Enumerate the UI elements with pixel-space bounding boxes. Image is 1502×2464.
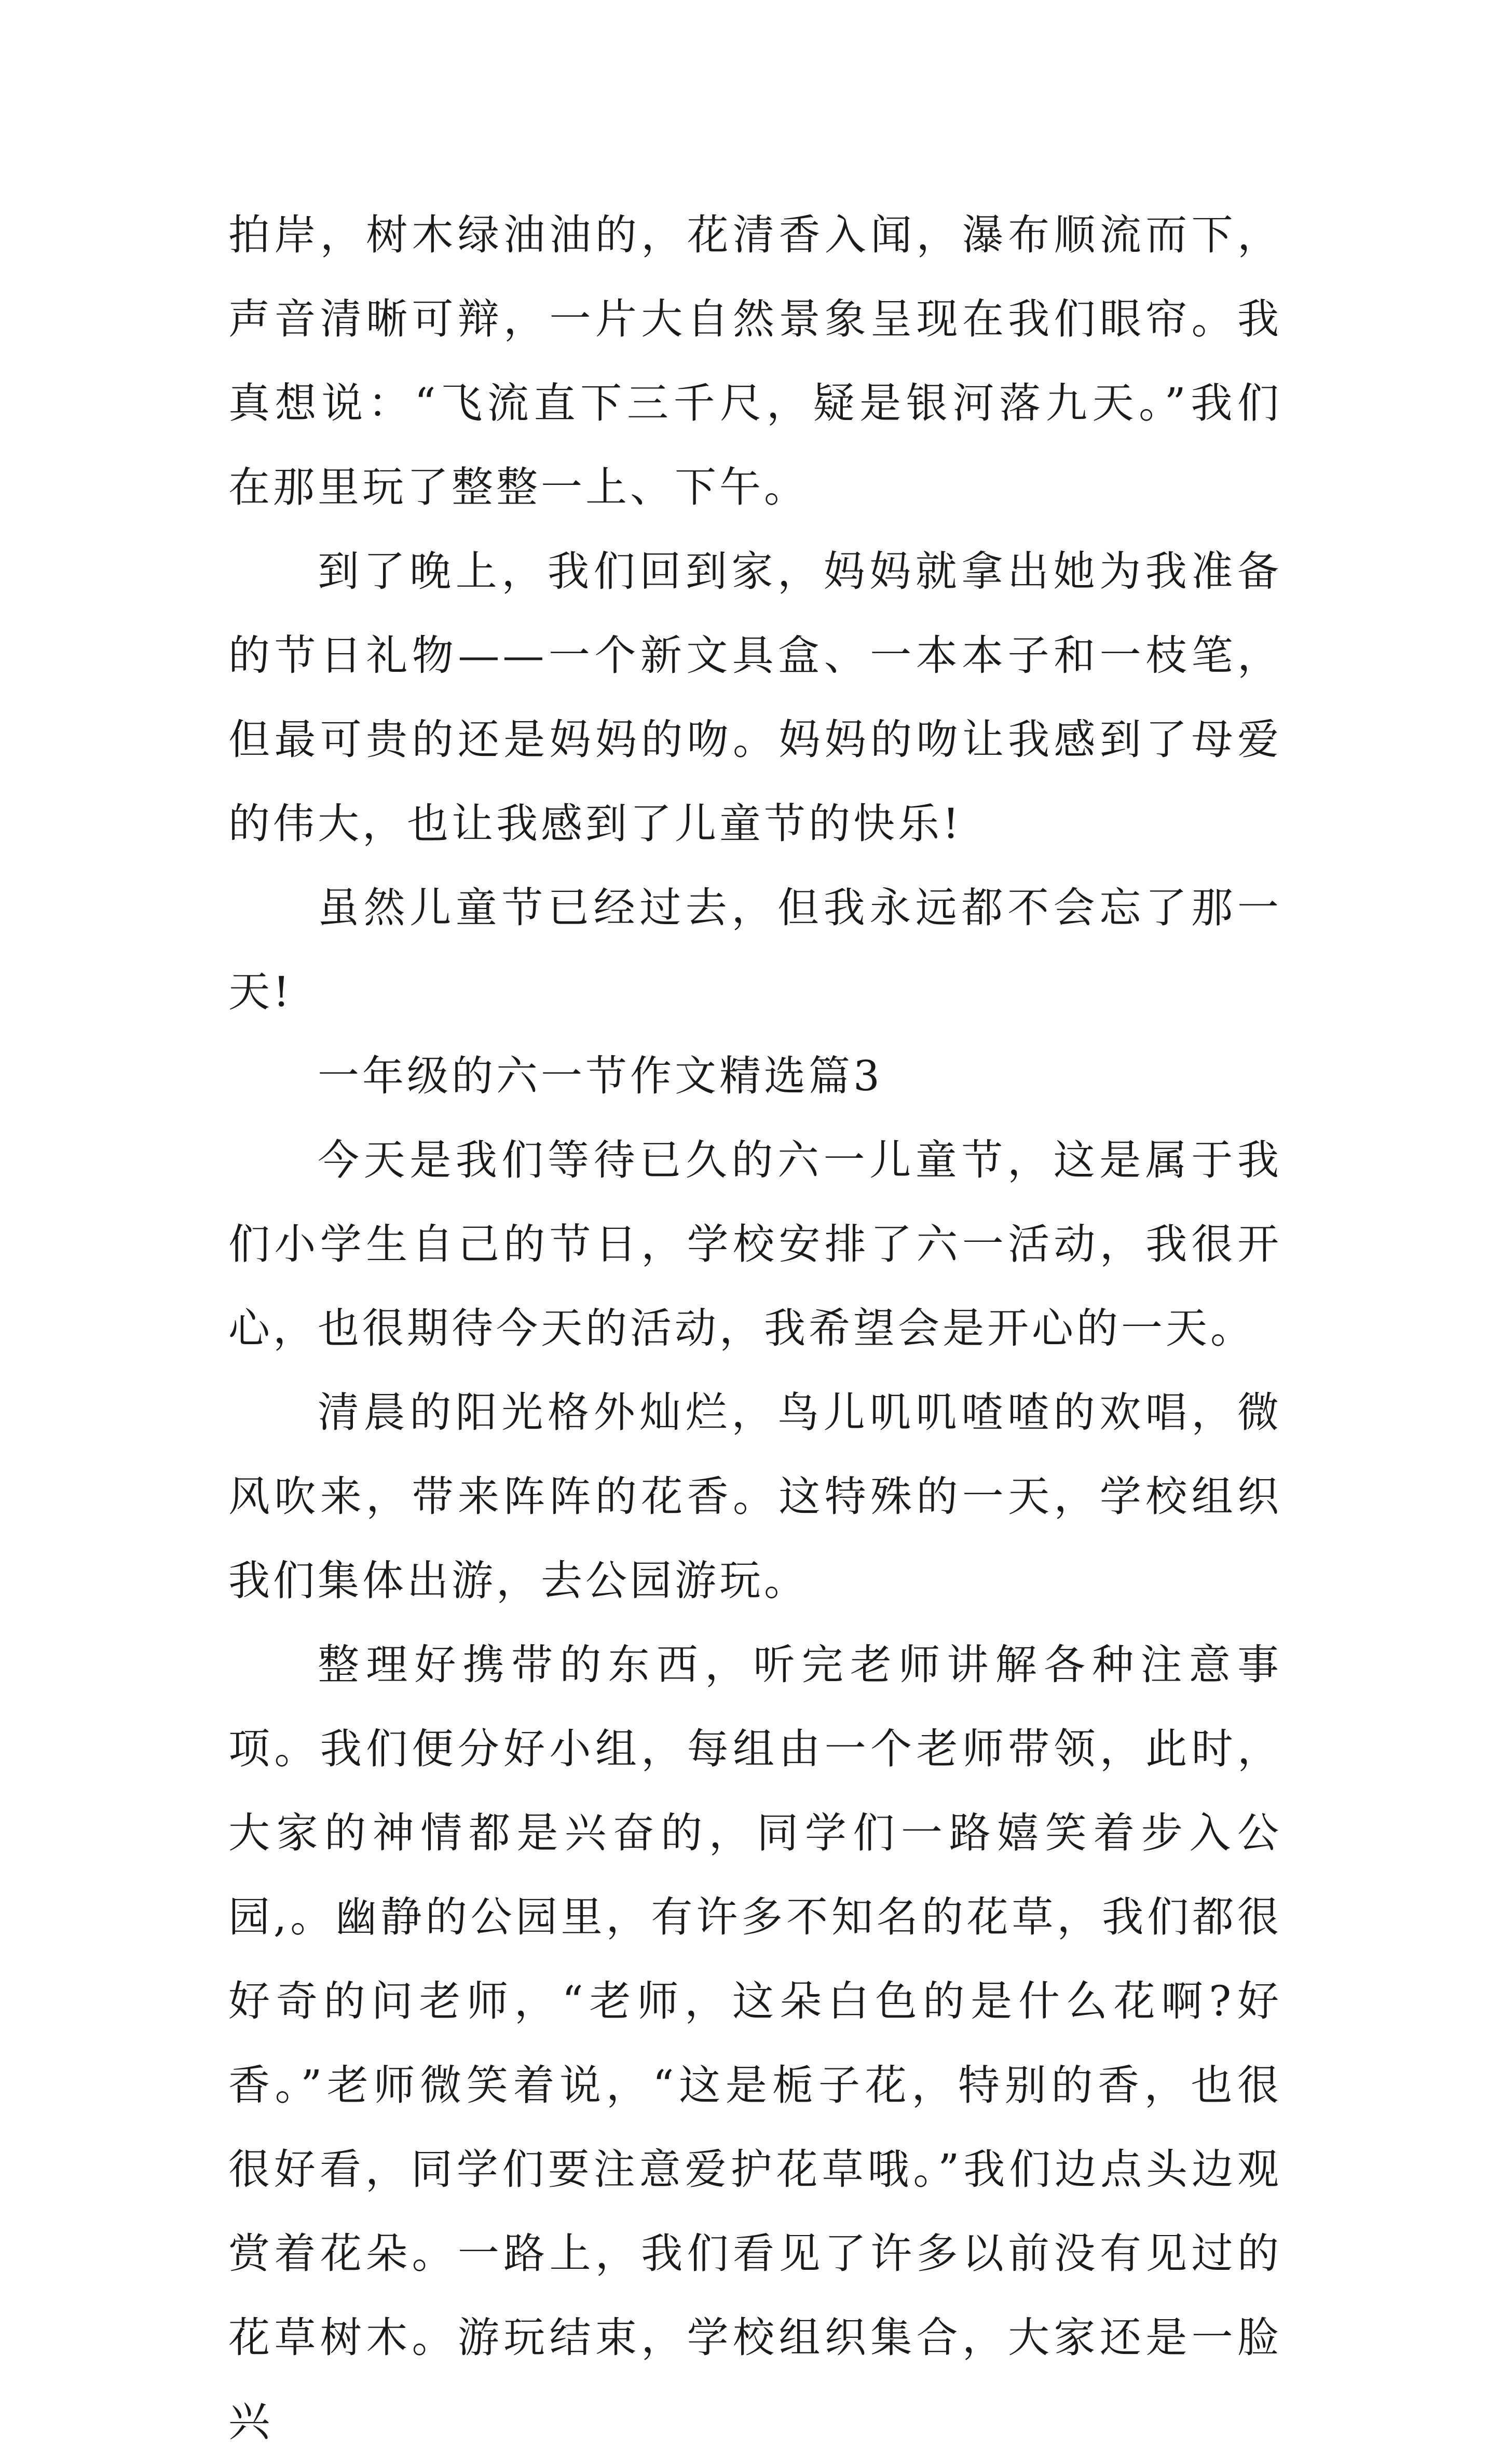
article-body (228, 193, 1282, 2464)
section-heading: 一年级的六一节作文精选篇3 (318, 1052, 883, 1100)
paragraph-6: 整理好携带的东西，听完老师讲解各种注意事项。我们便分好小组，每组由一个老师带领，此时，大家的神情都是兴奋的，同学们一路嬉笑着步入公园,。幽静的公园里，有许多不知名的花草，我们都很好奇的问老师，“老师，这朵白色的是什么花啊?好香。”老师微笑着说，“这是栀子花，特别的香，也很很好看，同学们要注意爱护花草哦。”我们边点头边观赏着花朵。一路上，我们看见了许多以前没有见过的花草树木。游玩结束，学校组织集合，大家还是一脸兴 (228, 1641, 1282, 2446)
paragraph-5: 清晨的阳光格外灿烂，鸟儿叽叽喳喳的欢唱，微风吹来，带来阵阵的花香。这特殊的一天，学校组织我们集体出游，去公园游玩。 (228, 1388, 1282, 1605)
paragraph-4: 今天是我们等待已久的六一儿童节，这是属于我们小学生自己的节日，学校安排了六一活动，我很开心，也很期待今天的活动，我希望会是开心的一天。 (228, 1136, 1282, 1352)
paragraph-3: 虽然儿童节已经过去，但我永远都不会忘了那一天! (228, 884, 1282, 1016)
paragraph-2: 到了晚上，我们回到家，妈妈就拿出她为我准备的节日礼物——一个新文具盒、一本本子和一枝笔，但最可贵的还是妈妈的吻。妈妈的吻让我感到了母爱的伟大，也让我感到了儿童节的快乐! (228, 547, 1282, 848)
paragraph-1: 拍岸，树木绿油油的，花清香入闻，瀑布顺流而下，声音清晰可辩，一片大自然景象呈现在我们眼帘。我真想说：“飞流直下三千尺，疑是银河落九天。”我们在那里玩了整整一上、下午。 (228, 211, 1282, 511)
